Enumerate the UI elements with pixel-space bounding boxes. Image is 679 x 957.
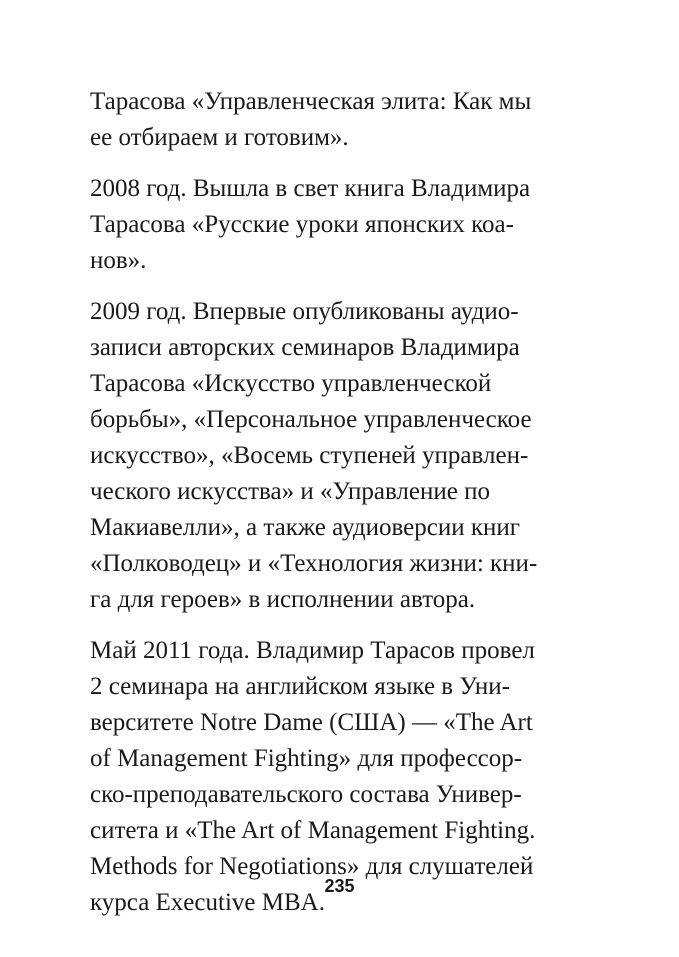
- text-line: Тарасова «Русские уроки японских коа-: [90, 211, 514, 238]
- text-line: Май 2011 года. Владимир Тарасов провел: [90, 637, 535, 664]
- text-line: борьбы», «Персональное управленческое: [90, 406, 532, 433]
- text-line: ситета и «The Art of Management Fighting.: [90, 817, 536, 844]
- text-line: ско-преподавательского состава Универ-: [90, 781, 522, 808]
- text-line: курса Executive MBA.: [90, 889, 325, 916]
- text-line: 2 семинара на английском языке в Уни-: [90, 673, 510, 700]
- text-line: Тарасова «Искусство управленческой: [90, 370, 492, 397]
- text-line: искусство», «Восемь ступеней управлен-: [90, 442, 529, 469]
- text-line: Тарасова «Управленческая элита: Как мы: [90, 88, 532, 115]
- body-text: [90, 84, 590, 936]
- text-line: «Полководец» и «Технология жизни: кни-: [90, 550, 538, 577]
- text-line: га для героев» в исполнении автора.: [90, 586, 476, 613]
- text-line: Methods for Negotiations» для слушателей: [90, 853, 534, 880]
- text-line: Макиавелли», а также аудиоверсии книг: [90, 514, 521, 541]
- text-line: ческого искусства» и «Управление по: [90, 478, 490, 505]
- text-line: of Management Fighting» для профессор-: [90, 745, 523, 772]
- page-number: 235: [324, 876, 355, 896]
- text-line: записи авторских семинаров Владимира: [90, 334, 520, 361]
- text-line: верситете Notre Dame (США) — «The Art: [90, 709, 533, 736]
- paragraph: [90, 171, 590, 279]
- text-line: 2009 год. Впервые опубликованы аудио-: [90, 298, 519, 325]
- paragraph: [90, 294, 590, 618]
- text-line: 2008 год. Вышла в свет книга Владимира: [90, 175, 531, 202]
- text-line: нов».: [90, 247, 147, 274]
- paragraph: [90, 84, 590, 156]
- text-line: ее отбираем и готовим».: [90, 124, 349, 151]
